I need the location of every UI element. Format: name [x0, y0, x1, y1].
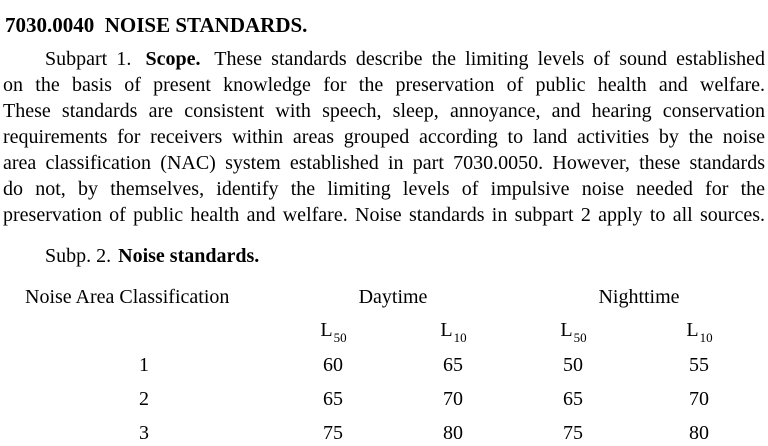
value-cell: 65 [563, 388, 583, 410]
paragraph-line: These standards are consistent with speech, sleep, annoyance, and hearing conservation [3, 100, 765, 122]
value-cell: 55 [689, 354, 709, 376]
table-row [3, 352, 765, 378]
value-cell: 70 [443, 388, 463, 410]
level-symbol: L [320, 319, 333, 341]
level-symbol: L [686, 319, 699, 341]
section-title: 7030.0040 NOISE STANDARDS. [5, 13, 308, 37]
classification-cell: 2 [139, 388, 149, 410]
subheader-day-l10 [393, 317, 513, 345]
paragraph-line: preservation of public health and welfare. Noise standards in subpart 2 apply to all sources. [3, 204, 765, 226]
subpart2-heading: Noise standards. [118, 245, 260, 267]
level-subscript: 10 [453, 330, 467, 345]
level-subscript: 50 [573, 330, 587, 345]
noise-standards-table [3, 284, 765, 446]
table-row [3, 420, 765, 446]
value-cell: 50 [563, 354, 583, 376]
value-cell: 65 [443, 354, 463, 376]
classification-cell: 3 [139, 422, 149, 444]
column-group-daytime: Daytime [358, 286, 428, 308]
subheader-day-l50 [273, 317, 393, 345]
value-cell: 60 [323, 354, 343, 376]
paragraph-line: requirements for receivers within areas grouped according to land activities by the noise [3, 126, 765, 148]
value-cell: 75 [563, 422, 583, 444]
subheader-night-l50 [513, 317, 633, 345]
paragraph-text: These standards describe the limiting levels of sound established [214, 48, 766, 70]
classification-cell: 1 [139, 354, 149, 376]
paragraph-line: on the basis of present knowledge for the preservation of public health and welfare. [3, 74, 765, 96]
value-cell: 80 [443, 422, 463, 444]
subpart2-heading-line [3, 243, 765, 269]
table-subheader-row [3, 317, 765, 345]
value-cell: 70 [689, 388, 709, 410]
level-symbol: L [560, 319, 573, 341]
value-cell: 65 [323, 388, 343, 410]
table-header-row [3, 284, 765, 310]
subheader-night-l10 [633, 317, 765, 345]
level-subscript: 50 [333, 330, 347, 345]
empty-cell [3, 317, 273, 345]
paragraph-line: do not, by themselves, identify the limiting levels of impulsive noise needed for the [3, 178, 765, 200]
column-header-classification: Noise Area Classification [25, 286, 230, 308]
paragraph-line: area classification (NAC) system established in part 7030.0050. However, these standards [3, 152, 765, 174]
column-group-nighttime: Nighttime [598, 286, 680, 308]
level-symbol: L [440, 319, 453, 341]
subpart1-label: Subpart 1. [45, 48, 132, 70]
subpart1-paragraph [3, 46, 765, 228]
subpart1-heading: Scope. [145, 48, 201, 70]
value-cell: 80 [689, 422, 709, 444]
level-subscript: 10 [699, 330, 713, 345]
table-row [3, 386, 765, 412]
value-cell: 75 [323, 422, 343, 444]
subpart2-label: Subp. 2. [45, 245, 112, 267]
paragraph-line [3, 46, 765, 72]
